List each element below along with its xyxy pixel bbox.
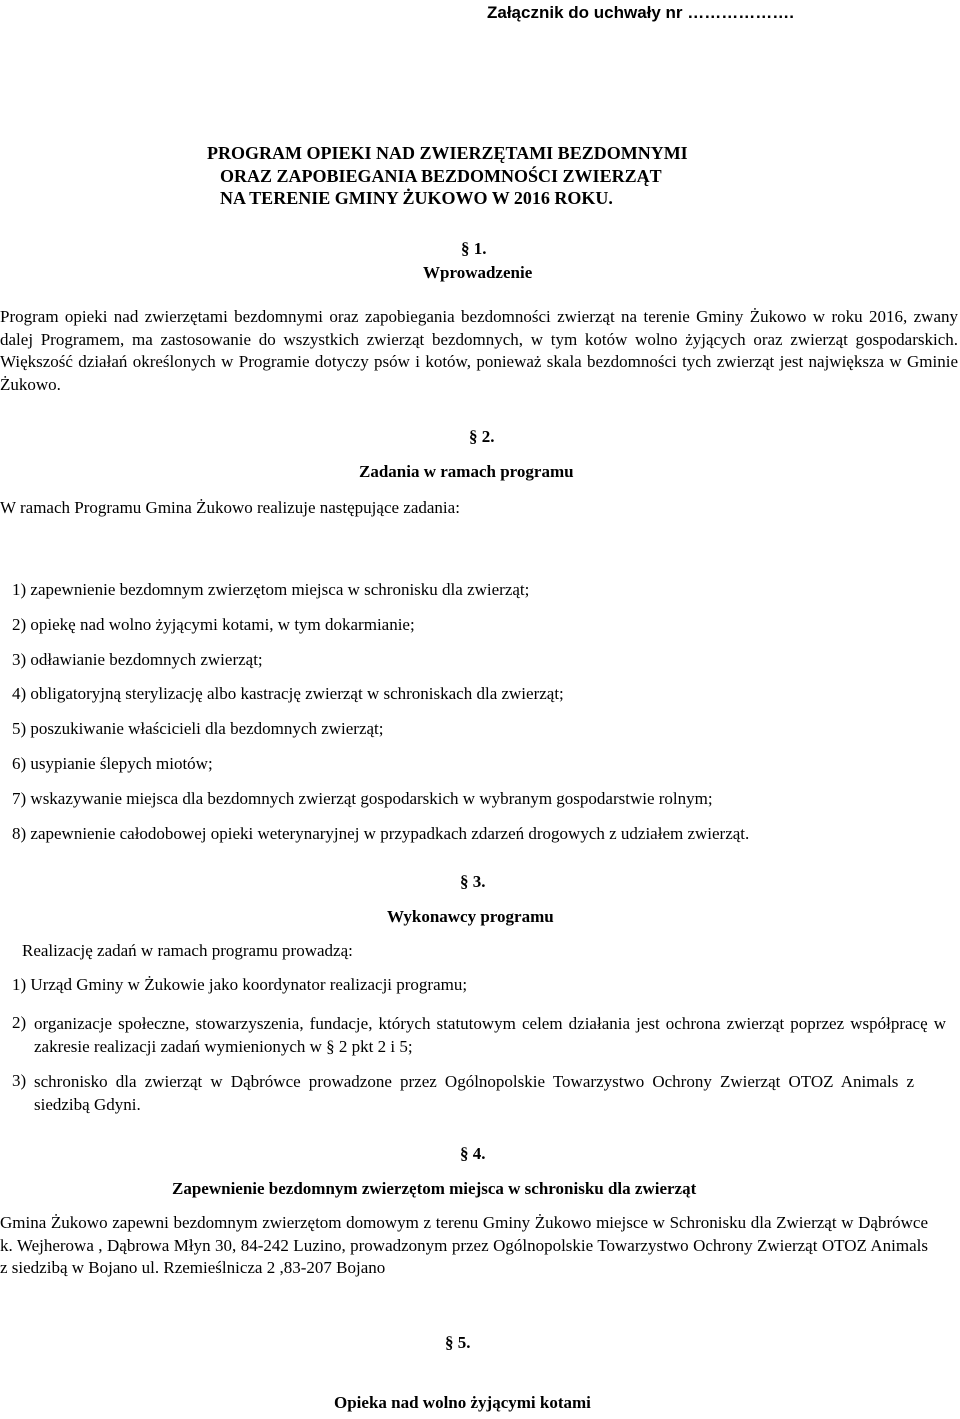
list-number: 2) [12,1013,27,1032]
section-4-paragraph: Gmina Żukowo zapewni bezdomnym zwierzętom domowym z terenu Gminy Żukowo miejsce w Schronisku dla Zwierząt w Dąbrówce k. Wejherowa , Dąbrowa Młyn 30, 84-242 Luzino, prowadzonym przez Ogólnopolskie Towarzystwo Ochrony Zwierząt OTOZ Animals z siedzibą w Bojano ul. Rzemieślnicza 2 ,83-207 Bojano [0,1213,928,1277]
section-3-intro: Realizację zadań w ramach programu prowadzą: [22,941,353,960]
section-2-heading: Zadania w ramach programu [359,462,574,481]
section-4-heading: Zapewnienie bezdomnym zwierzętom miejsca w schronisku dla zwierząt [172,1179,697,1198]
task-list-item: 8) zapewnienie całodobowej opieki weterynaryjnej w przypadkach zdarzeń drogowych z udziałem zwierząt. [12,824,750,843]
section-4-number: § 4. [460,1144,486,1163]
task-list-item: 5) poszukiwanie właścicieli dla bezdomnych zwierząt; [12,719,384,738]
task-list-item: 6) usypianie ślepych miotów; [12,754,213,773]
section-1-heading: Wprowadzenie [423,263,533,282]
list-text: Urząd Gminy w Żukowie jako koordynator realizacji programu; [30,975,468,994]
task-list-item: 4) obligatoryjną sterylizację albo kastrację zwierząt w schroniskach dla zwierząt; [12,684,564,703]
task-list-item: 7) wskazywanie miejsca dla bezdomnych zwierząt gospodarskich w wybranym gospodarstwie rolnym; [12,789,713,808]
section-5-number: § 5. [445,1333,471,1352]
section-1-number: § 1. [461,239,487,258]
executor-list-item [12,975,467,995]
list-number: 1) [12,975,27,994]
section-1-paragraph: Program opieki nad zwierzętami bezdomnymi oraz zapobiegania bezdomności zwierząt na terenie Gminy Żukowo w roku 2016, zwany dalej Programem, ma zastosowanie do wszystkich zwierząt bezdomnych, w tym kotów wolno żyjących oraz zwierząt gospodarskich. Większość działań określonych w Programie dotyczy psów i kotów, ponieważ skala bezdomności tych zwierząt jest największa w Gminie Żukowo. [0,307,958,394]
task-list-item: 2) opiekę nad wolno żyjącymi kotami, w tym dokarmianie; [12,615,415,634]
list-number: 3) [12,1071,27,1090]
section-5-heading: Opieka nad wolno żyjącymi kotami [334,1393,591,1412]
list-text: organizacje społeczne, stowarzyszenia, fundacje, których statutowym celem działania jest ochrona zwierząt poprzez współpracę w zakresie realizacji zadań wymienionych w § 2 pkt 2 i 5; [34,1014,946,1056]
section-3-heading: Wykonawcy programu [387,907,554,926]
task-list-item: 1) zapewnienie bezdomnym zwierzętom miejsca w schronisku dla zwierząt; [12,580,530,599]
title-line-3: NA TERENIE GMINY ŻUKOWO W 2016 ROKU. [220,188,613,208]
section-2-intro: W ramach Programu Gmina Żukowo realizuje następujące zadania: [0,498,460,517]
section-2-number: § 2. [469,427,495,446]
title-line-2: ORAZ ZAPOBIEGANIA BEZDOMNOŚCI ZWIERZĄT [220,166,662,186]
attachment-note: Załącznik do uchwały nr ………………. [487,3,794,22]
title-line-1: PROGRAM OPIEKI NAD ZWIERZĘTAMI BEZDOMNYMI [207,143,688,163]
list-text: schronisko dla zwierząt w Dąbrówce prowadzone przez Ogólnopolskie Towarzystwo Ochrony Zwierząt OTOZ Animals z siedzibą Gdyni. [34,1072,914,1114]
task-list-item: 3) odławianie bezdomnych zwierząt; [12,650,263,669]
section-3-number: § 3. [460,872,486,891]
